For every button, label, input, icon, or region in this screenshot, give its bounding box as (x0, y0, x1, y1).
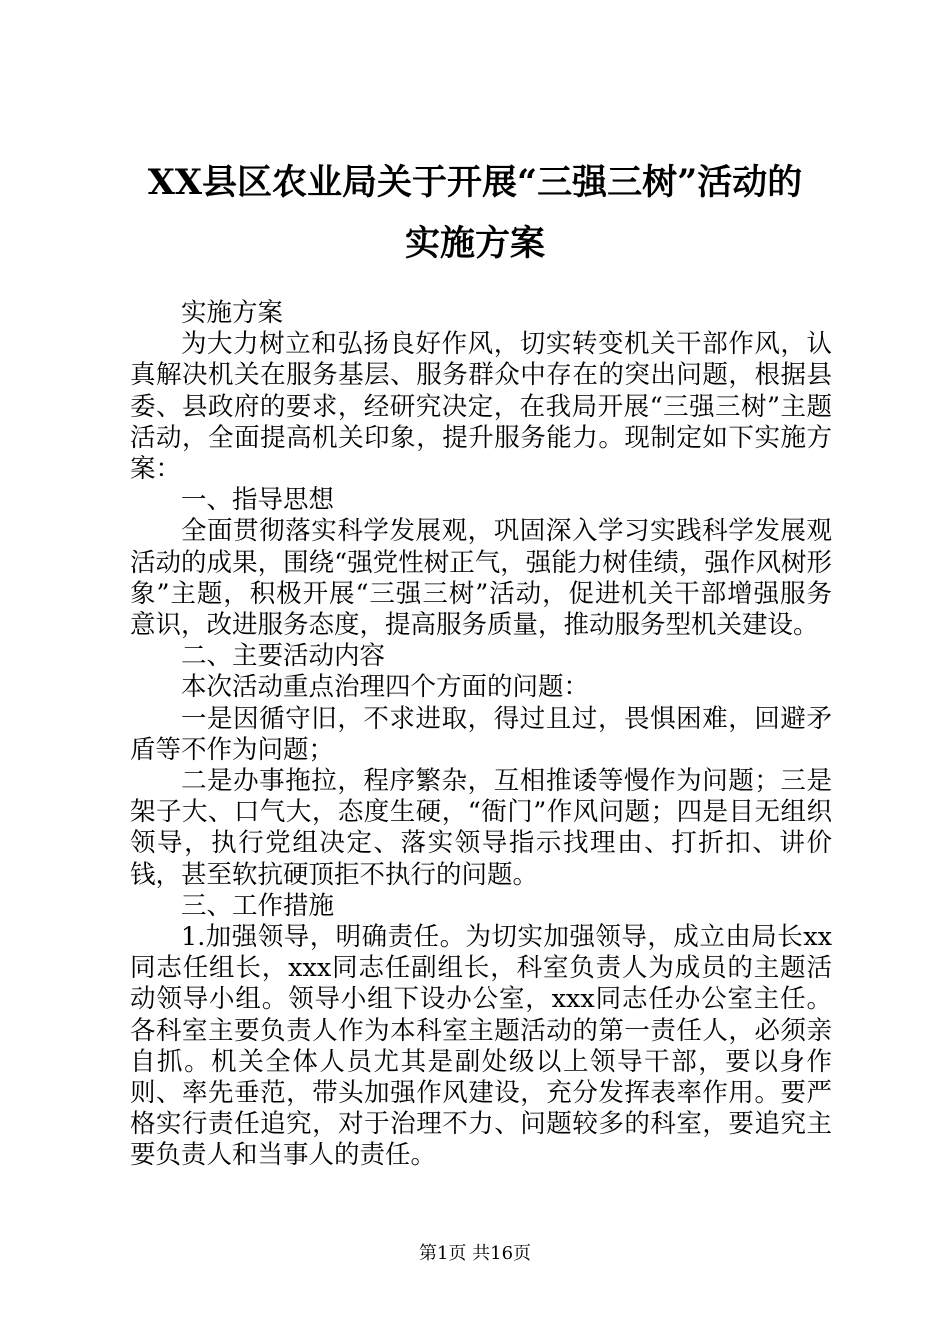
document-title-line-2: 实施方案 (404, 223, 545, 264)
paragraph-subtitle: 实施方案 (181, 298, 284, 328)
document-body (130, 298, 832, 1172)
section-heading-1: 一、指导思想 (181, 485, 335, 516)
paragraph-measure-1: 1.加强领导，明确责任。为切实加强领导，成立由局长xx同志任组长，xxx同志任副组长，科室负责人为成员的主题活动领导小组。领导小组下设办公室，xxx同志任办公室主任。各科室主要负责人作为本科室主题活动的第一责任人，必须亲自抓。机关全体人员尤其是副处级以上领导干部，要以身作则、率先垂范，带头加强作风建设，充分发挥表率作用。要严格实行责任追究，对于治理不力、问题较多的科室，要追究主要负责人和当事人的责任。 (130, 922, 832, 1171)
paragraph-issue-1: 一是因循守旧，不求进取，得过且过，畏惧困难，回避矛盾等不作为问题； (130, 703, 832, 765)
paragraph-intro: 为大力树立和弘扬良好作风，切实转变机关干部作风，认真解决机关在服务基层、服务群众中存在的突出问题，根据县委、县政府的要求，经研究决定，在我局开展“三强三树”主题活动，全面提高机关印象，提升服务能力。现制定如下实施方案： (130, 329, 832, 485)
paragraph-activity-intro: 本次活动重点治理四个方面的问题： (181, 672, 590, 703)
document-title-line-1: XX县区农业局关于开展“三强三树”活动的 (147, 162, 803, 203)
section-heading-2: 二、主要活动内容 (181, 641, 386, 672)
page-footer: 第1页 共16页 (418, 1243, 532, 1264)
paragraph-issues-2-4: 二是办事拖拉，程序繁杂，互相推诿等慢作为问题；三是架子大、口气大，态度生硬，“衙门”作风问题；四是目无组织领导，执行党组决定、落实领导指示找理由、打折扣、讲价钱，甚至软抗硬顶拒不执行的问题。 (130, 766, 832, 890)
section-heading-3: 三、工作措施 (181, 890, 335, 921)
paragraph-guiding-thought: 全面贯彻落实科学发展观，巩固深入学习实践科学发展观活动的成果，围绕“强党性树正气，强能力树佳绩，强作风树形象”主题，积极开展“三强三树”活动，促进机关干部增强服务意识，改进服务态度，提高服务质量，推动服务型机关建设。 (130, 516, 832, 641)
